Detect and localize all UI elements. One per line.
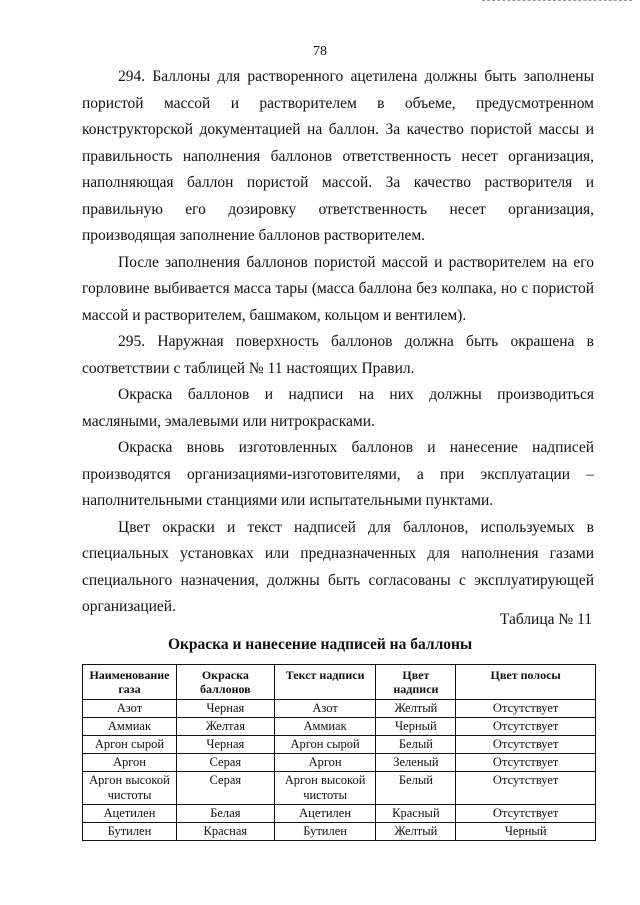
table-body — [83, 700, 596, 841]
cell-label-color: Красный — [376, 805, 456, 823]
cell-stripe-color: Отсутствует — [456, 718, 596, 736]
table-row — [83, 736, 596, 754]
cell-gas-name: Аргон — [83, 754, 177, 772]
cell-label-text: Аргон сырой — [274, 736, 376, 754]
scan-edge-line — [482, 0, 632, 1]
table-row — [83, 772, 596, 805]
body-text — [82, 64, 594, 621]
paragraph-294: 294. Баллоны для растворенного ацетилена должны быть заполнены пористой массой и растворителем в объеме, предусмотренном конструкторской документацией на баллон. За качество пористой массы и правильность наполнения баллонов ответственность несет организация, наполняющая баллон пористой массой. За качество растворителя и правильную его дозировку ответственность несет организация, производящая заполнение баллонов растворителем. — [82, 68, 594, 244]
cell-label-color: Зеленый — [376, 754, 456, 772]
cell-label-color: Черный — [376, 718, 456, 736]
cell-label-text: Ацетилен — [274, 805, 376, 823]
cell-label-text: Аргон — [274, 754, 376, 772]
table-title: Окраска и нанесение надписей на баллоны — [167, 636, 473, 653]
header-cylinder-color: Окраска баллонов — [176, 665, 274, 700]
cell-cylinder-color: Желтая — [176, 718, 274, 736]
cell-cylinder-color: Черная — [176, 736, 274, 754]
cell-gas-name: Азот — [83, 700, 177, 718]
header-stripe-color: Цвет полосы — [456, 665, 596, 700]
cell-label-text: Бутилен — [274, 823, 376, 841]
cell-label-text: Аргон высокой чистоты — [274, 772, 376, 805]
page-number: 78 — [313, 44, 327, 59]
cell-gas-name: Бутилен — [83, 823, 177, 841]
table-header-row — [83, 665, 596, 700]
table-row — [83, 805, 596, 823]
cell-label-text: Азот — [274, 700, 376, 718]
cell-cylinder-color: Черная — [176, 700, 274, 718]
cell-cylinder-color: Красная — [176, 823, 274, 841]
cell-cylinder-color: Белая — [176, 805, 274, 823]
cell-gas-name: Аргон высокой чистоты — [83, 772, 177, 805]
table-row — [83, 754, 596, 772]
table-row — [83, 718, 596, 736]
cell-gas-name: Аргон сырой — [83, 736, 177, 754]
cell-stripe-color: Черный — [456, 823, 596, 841]
table-row — [83, 823, 596, 841]
cell-label-color: Желтый — [376, 700, 456, 718]
table-label: Таблица № 11 — [499, 611, 592, 628]
header-gas-name: Наименование газа — [83, 665, 177, 700]
cell-label-color: Желтый — [376, 823, 456, 841]
cell-stripe-color: Отсутствует — [456, 805, 596, 823]
cell-label-color: Белый — [376, 736, 456, 754]
cell-label-color: Белый — [376, 772, 456, 805]
cell-gas-name: Ацетилен — [83, 805, 177, 823]
gas-color-table — [82, 664, 596, 841]
paragraph-special: Цвет окраски и текст надписей для баллонов, используемых в специальных установках или предназначенных для наполнения газами специального назначения, должны быть согласованы с эксплуатирующей организацией. — [82, 518, 594, 615]
paragraph-tare-mass: После заполнения баллонов пористой массой и растворителем на его горловине выбивается масса тары (масса баллона без колпака, но с пористой массой и растворителем, башмаком, кольцом и вентилем). — [82, 253, 594, 324]
cell-cylinder-color: Серая — [176, 754, 274, 772]
header-label-text: Текст надписи — [274, 665, 376, 700]
cell-stripe-color: Отсутствует — [456, 754, 596, 772]
cell-label-text: Аммиак — [274, 718, 376, 736]
cell-stripe-color: Отсутствует — [456, 700, 596, 718]
cell-cylinder-color: Серая — [176, 772, 274, 805]
header-label-color: Цвет надписи — [376, 665, 456, 700]
paragraph-paints: Окраска баллонов и надписи на них должны производиться масляными, эмалевыми или нитрокрасками. — [82, 386, 594, 430]
cell-stripe-color: Отсутствует — [456, 772, 596, 805]
paragraph-295: 295. Наружная поверхность баллонов должна быть окрашена в соответствии с таблицей № 11 настоящих Правил. — [82, 333, 594, 377]
paragraph-who-paints: Окраска вновь изготовленных баллонов и нанесение надписей производятся организациями-изготовителями, а при эксплуатации – наполнительными станциями или испытательными пунктами. — [82, 439, 594, 509]
table-row — [83, 700, 596, 718]
cell-stripe-color: Отсутствует — [456, 736, 596, 754]
cell-gas-name: Аммиак — [83, 718, 177, 736]
